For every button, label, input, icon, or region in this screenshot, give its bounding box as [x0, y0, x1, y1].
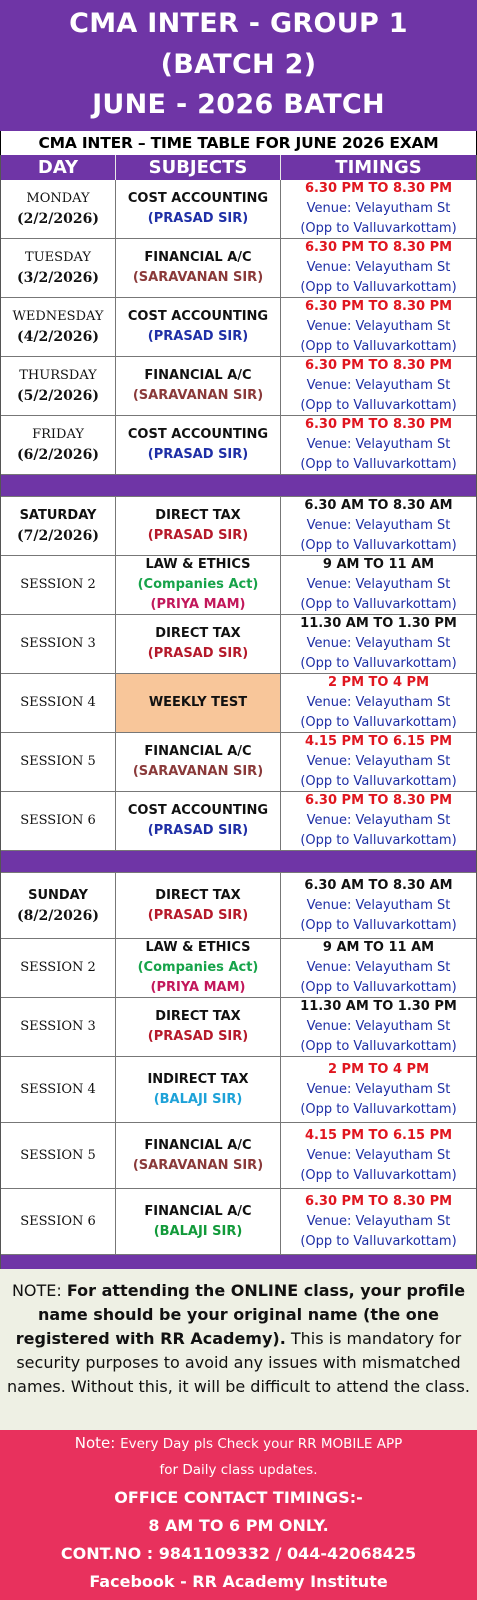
- venue-line2: (Opp to Valluvarkottam): [300, 597, 457, 612]
- title-banner: [0, 0, 477, 131]
- venue-line2: (Opp to Valluvarkottam): [300, 833, 457, 848]
- header-timings: TIMINGS: [335, 157, 422, 178]
- note-prefix: NOTE:: [11, 1281, 67, 1300]
- teacher-name: (PRASAD SIR): [147, 646, 249, 661]
- venue-line2: (Opp to Valluvarkottam): [300, 538, 457, 553]
- table-row: [1, 1057, 476, 1123]
- table-header: [1, 155, 476, 180]
- teacher-name: (PRIYA MAM): [150, 597, 246, 612]
- venue-line2: (Opp to Valluvarkottam): [300, 221, 457, 236]
- footer-note-prefix: Note:: [74, 1434, 121, 1452]
- subject-name: DIRECT TAX: [155, 626, 241, 641]
- timetable-subtitle: CMA INTER – TIME TABLE FOR JUNE 2026 EXAM: [0, 131, 477, 155]
- venue-line1: Venue: Velayutham St: [306, 897, 451, 913]
- day-name: FRIDAY: [32, 427, 84, 442]
- teacher-name: (PRASAD SIR): [147, 211, 249, 226]
- venue-line1: Venue: Velayutham St: [306, 636, 451, 651]
- header-day: DAY: [1, 155, 116, 180]
- venue-line1: Venue: Velayutham St: [306, 378, 451, 393]
- venue-line2: (Opp to Valluvarkottam): [300, 917, 457, 933]
- subject-name: LAW & ETHICS: [145, 557, 251, 572]
- class-time: 2 PM TO 4 PM: [327, 1061, 430, 1077]
- session-label: SESSION 3: [20, 1019, 96, 1034]
- subject-detail: (Companies Act): [137, 577, 259, 592]
- teacher-name: (PRASAD SIR): [147, 528, 249, 543]
- day-name: MONDAY: [26, 191, 90, 206]
- venue-line2: (Opp to Valluvarkottam): [300, 457, 457, 472]
- day-name: SATURDAY: [19, 508, 97, 523]
- session-label: SESSION 6: [20, 813, 96, 828]
- venue-line2: (Opp to Valluvarkottam): [300, 715, 457, 730]
- venue-line2: (Opp to Valluvarkottam): [300, 1101, 457, 1117]
- day-date: (5/2/2026): [17, 388, 99, 404]
- teacher-name: (BALAJI SIR): [153, 1223, 243, 1239]
- online-class-note: [0, 1269, 477, 1430]
- class-time: 6.30 PM TO 8.30 PM: [304, 1193, 453, 1209]
- session-label: SESSION 2: [20, 577, 96, 592]
- class-time: 6.30 PM TO 8.30 PM: [304, 299, 453, 314]
- venue-line1: Venue: Velayutham St: [306, 754, 451, 769]
- class-time: 6.30 PM TO 8.30 PM: [304, 358, 453, 373]
- venue-line1: Venue: Velayutham St: [306, 437, 451, 452]
- venue-line2: (Opp to Valluvarkottam): [300, 980, 457, 995]
- footer-note-line2: for Daily class updates.: [159, 1462, 318, 1478]
- weekly-test-cell: [116, 674, 281, 732]
- day-name: WEDNESDAY: [12, 309, 104, 324]
- banner-batch: (BATCH 2): [160, 49, 317, 80]
- venue-line2: (Opp to Valluvarkottam): [300, 656, 457, 671]
- contact-number: CONT.NO : 9841109332 / 044-42068425: [60, 1544, 417, 1563]
- section-divider: [1, 851, 476, 873]
- class-time: 2 PM TO 4 PM: [327, 675, 430, 690]
- day-date: (7/2/2026): [17, 528, 99, 544]
- session-label: SESSION 4: [20, 1081, 96, 1097]
- table-row: [1, 357, 476, 416]
- table-row: [1, 792, 476, 851]
- session-label: SESSION 6: [20, 1213, 96, 1229]
- teacher-name: (PRASAD SIR): [147, 823, 249, 838]
- class-time: 6.30 PM TO 8.30 PM: [304, 793, 453, 808]
- subject-name: INDIRECT TAX: [147, 1071, 249, 1087]
- session-label: SESSION 4: [20, 695, 96, 710]
- subject-name: COST ACCOUNTING: [127, 309, 269, 324]
- session-label: SESSION 3: [20, 636, 96, 651]
- banner-title: CMA INTER - GROUP 1: [69, 8, 408, 39]
- class-time: 4.15 PM TO 6.15 PM: [304, 734, 453, 749]
- day-name: SUNDAY: [28, 887, 88, 903]
- venue-line1: Venue: Velayutham St: [306, 695, 451, 710]
- table-row: [1, 674, 476, 733]
- header-subjects: SUBJECTS: [116, 155, 281, 180]
- subject-name: DIRECT TAX: [155, 887, 241, 903]
- teacher-name: (PRASAD SIR): [147, 907, 249, 923]
- class-time: 6.30 PM TO 8.30 PM: [304, 181, 453, 196]
- subject-name: LAW & ETHICS: [145, 940, 251, 955]
- session-label: SESSION 5: [20, 1147, 96, 1163]
- table-row: [1, 416, 476, 475]
- table-row: [1, 1189, 476, 1255]
- teacher-name: (SARAVANAN SIR): [132, 764, 264, 779]
- venue-line2: (Opp to Valluvarkottam): [300, 339, 457, 354]
- teacher-name: (SARAVANAN SIR): [132, 270, 264, 285]
- class-time: 6.30 AM TO 8.30 AM: [304, 877, 453, 893]
- subject-name: FINANCIAL A/C: [144, 1137, 252, 1153]
- venue-line1: Venue: Velayutham St: [306, 518, 451, 533]
- teacher-name: (PRASAD SIR): [147, 329, 249, 344]
- day-name: TUESDAY: [25, 250, 91, 265]
- section-divider: [1, 475, 476, 497]
- timetable: [0, 155, 477, 1277]
- venue-line1: Venue: Velayutham St: [306, 1213, 451, 1229]
- note-bold-text: For attending the ONLINE class, your profile name should be your original name (the one registered with RR Academy).: [15, 1281, 466, 1348]
- table-row: [1, 497, 476, 556]
- office-timings-title: OFFICE CONTACT TIMINGS:-: [114, 1488, 363, 1507]
- teacher-name: (PRIYA MAM): [150, 980, 246, 995]
- session-label: SESSION 5: [20, 754, 96, 769]
- teacher-name: (SARAVANAN SIR): [132, 1157, 264, 1173]
- teacher-name: (BALAJI SIR): [153, 1091, 243, 1107]
- contact-footer: [0, 1430, 477, 1600]
- table-row: [1, 239, 476, 298]
- table-row: [1, 180, 476, 239]
- subject-name: WEEKLY TEST: [148, 695, 248, 710]
- class-time: 11.30 AM TO 1.30 PM: [300, 999, 457, 1014]
- class-time: 6.30 AM TO 8.30 AM: [304, 498, 453, 513]
- class-time: 6.30 PM TO 8.30 PM: [304, 417, 453, 432]
- table-row: [1, 1123, 476, 1189]
- table-row: [1, 939, 476, 998]
- class-time: 9 AM TO 11 AM: [322, 557, 435, 572]
- footer-note-line1: Every Day pls Check your RR MOBILE APP: [120, 1436, 403, 1452]
- venue-line1: Venue: Velayutham St: [306, 260, 451, 275]
- day-date: (4/2/2026): [17, 329, 99, 345]
- table-row: [1, 873, 476, 939]
- class-time: 4.15 PM TO 6.15 PM: [304, 1127, 453, 1143]
- day-date: (3/2/2026): [17, 270, 99, 286]
- subject-name: COST ACCOUNTING: [127, 803, 269, 818]
- venue-line1: Venue: Velayutham St: [306, 319, 451, 334]
- day-date: (6/2/2026): [17, 447, 99, 463]
- table-row: [1, 556, 476, 615]
- venue-line1: Venue: Velayutham St: [306, 1019, 451, 1034]
- session-label: SESSION 2: [20, 960, 96, 975]
- class-time: 11.30 AM TO 1.30 PM: [300, 616, 457, 631]
- banner-session: JUNE - 2026 BATCH: [92, 89, 385, 120]
- venue-line1: Venue: Velayutham St: [306, 577, 451, 592]
- venue-line2: (Opp to Valluvarkottam): [300, 774, 457, 789]
- venue-line2: (Opp to Valluvarkottam): [300, 398, 457, 413]
- venue-line1: Venue: Velayutham St: [306, 201, 451, 216]
- table-row: [1, 298, 476, 357]
- table-row: [1, 733, 476, 792]
- subject-name: COST ACCOUNTING: [127, 191, 269, 206]
- venue-line2: (Opp to Valluvarkottam): [300, 1167, 457, 1183]
- facebook-link[interactable]: Facebook - RR Academy Institute: [89, 1572, 388, 1591]
- table-row: [1, 615, 476, 674]
- subject-detail: (Companies Act): [137, 960, 259, 975]
- subject-name: FINANCIAL A/C: [144, 744, 252, 759]
- teacher-name: (PRASAD SIR): [147, 1029, 249, 1044]
- subject-name: DIRECT TAX: [155, 508, 241, 523]
- teacher-name: (SARAVANAN SIR): [132, 388, 264, 403]
- class-time: 9 AM TO 11 AM: [322, 940, 435, 955]
- note-text: This is mandatory for security purposes to avoid any issues with mismatched names. Without this, it will be difficult to attend the class.: [7, 1329, 470, 1396]
- day-date: (2/2/2026): [17, 211, 99, 227]
- venue-line1: Venue: Velayutham St: [306, 1081, 451, 1097]
- subject-name: FINANCIAL A/C: [144, 250, 252, 265]
- subject-name: FINANCIAL A/C: [144, 1203, 252, 1219]
- table-row: [1, 998, 476, 1057]
- venue-line1: Venue: Velayutham St: [306, 1147, 451, 1163]
- teacher-name: (PRASAD SIR): [147, 447, 249, 462]
- subject-name: DIRECT TAX: [155, 1009, 241, 1024]
- venue-line2: (Opp to Valluvarkottam): [300, 280, 457, 295]
- day-name: THURSDAY: [19, 368, 97, 383]
- venue-line1: Venue: Velayutham St: [306, 960, 451, 975]
- venue-line2: (Opp to Valluvarkottam): [300, 1039, 457, 1054]
- class-time: 6.30 PM TO 8.30 PM: [304, 240, 453, 255]
- office-hours: 8 AM TO 6 PM ONLY.: [148, 1516, 329, 1535]
- subject-name: COST ACCOUNTING: [127, 427, 269, 442]
- subject-name: FINANCIAL A/C: [144, 368, 252, 383]
- venue-line1: Venue: Velayutham St: [306, 813, 451, 828]
- day-date: (8/2/2026): [17, 907, 99, 924]
- venue-line2: (Opp to Valluvarkottam): [300, 1233, 457, 1249]
